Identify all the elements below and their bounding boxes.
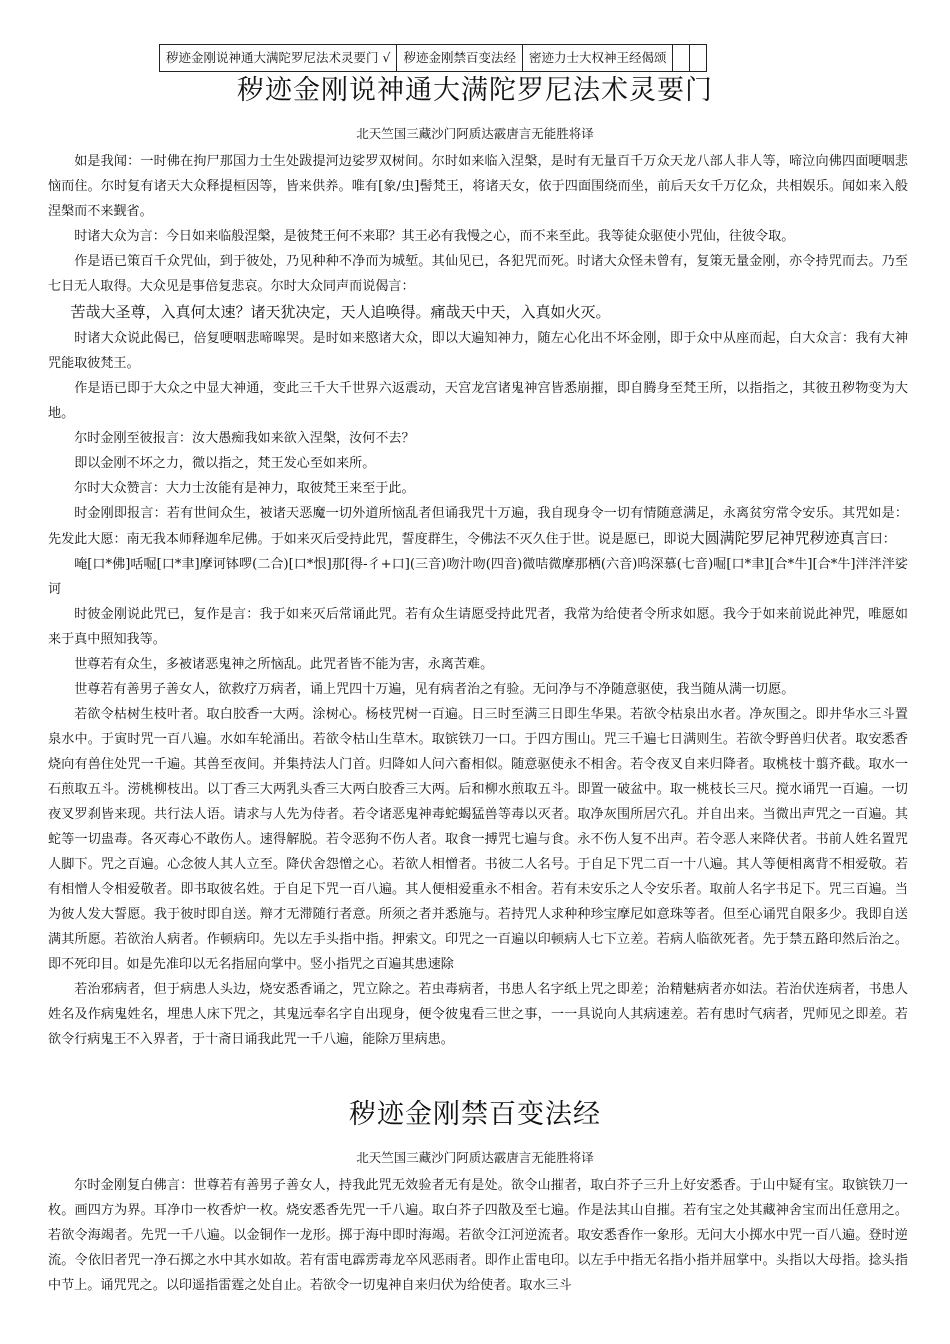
paragraph: 时诸大众说此偈已，倍复哽咽悲啼嗥哭。是时如来愍诸大众，即以大遍知神力，随左心化出不坏金刚，即于众中从座而起，白大众言：我有大神咒能取彼梵王。 <box>48 331 908 371</box>
paragraph: 世尊若有众生，多被诸恶鬼神之所恼乱。此咒者皆不能为害，永离苦难。 <box>74 657 494 672</box>
section2-title: 秽迹金刚禁百变法经 <box>349 1099 601 1130</box>
paragraph: 尔时金刚复白佛言：世尊若有善男子善女人，持我此咒无效验者无有是处。欲令山摧者，取白芥子三升上好安悉香。于山中疑有宝。取镔铁刀一枚。画四方为界。耳净巾一枚香炉一枚。烧安悉香先咒一千八遍。取白芥子四散及至七遍。作是法其山自摧。若有宝之处其藏神舍宝而出任意用之。若欲令海竭者。先咒一千八遍。以金铜作一龙形。掷于海中即时海竭。若欲令江河逆流者。取安悉香作一象形。无问大小掷水中咒一百八遍。登时逆流。令依旧者咒一净石掷之水中其水如故。若有雷电霹雳毒龙卒风恶雨者。即作止雷电印。以左手中指无名指小指并屈掌中。头指以大母指。捻头指中节上。诵咒咒之。以印遥指雷霆之处自止。若欲令一切鬼神自来归伏为给使者。取水三斗 <box>48 1178 908 1293</box>
paragraph: 时彼金刚说此咒已，复作是言：我于如来灭后常诵此咒。若有众生请愿受持此咒者，我常为给使者令所求如愿。我今于如来前说此神咒，唯愿如来于真中照知我等。 <box>48 607 908 647</box>
paragraph: 尔时金刚至彼报言：汝大愚痴我如来欲入涅槃，汝何不去？ <box>74 431 415 446</box>
nav-tab-jin-bai-bian[interactable]: 秽迹金刚禁百变法经 <box>397 45 523 71</box>
section1-body <box>48 149 908 1052</box>
paragraph: 世尊若有善男子善女人，欲救疗万病者，诵上咒四十万遍，见有病者治之有验。无问净与不净随意驱使，我当随从满一切愿。 <box>74 682 795 697</box>
mantra-text: 唵[口*佛]咶啒[口*聿]摩诃钵啰(二合)[口*恨]那[得-彳+口](三音)吻汁吻(四音)微咭微摩那栖(六音)呜深慕(七音)啒[口*聿][合*牛][合*牛]泮泮泮娑诃 <box>48 557 908 597</box>
paragraph: 即以金刚不坏之力，微以指之，梵王发心至如来所。 <box>74 456 376 471</box>
verse: 苦哉大圣尊，入真何太速？诸天犹决定，天人追唤得。痛哉天中天，入真如火灭。 <box>70 303 611 321</box>
section1-translator: 北天竺国三藏沙门阿质达霰唐言无能胜将译 <box>356 126 594 141</box>
text-run: 时金刚即报言：若有世间众生，被诸天恶魔一切外道所恼乱者但诵我咒十万遍，我自现身令一切有情随意满足，永离贫穷常令安乐。其咒如是：先发此大愿：南无我本师释迦牟尼佛。于如来灭后受持此咒，誓度群生，令佛法不灭久住于世。说是愿已，即说 <box>48 506 908 547</box>
paragraph: 时诸大众为言：今日如来临般涅槃，是彼梵王何不来耶？其王必有我慢之心，而不来至此。我等徒众驱使小咒仙，往彼令取。 <box>74 229 795 244</box>
paragraph: 如是我闻：一时佛在拘尸那国力士生处跋提河边娑罗双树间。尔时如来临入涅槃，是时有无量百千万众天龙八部人非人等，啼泣向佛四面哽咽悲恼而住。尔时复有诸天大众释提桓因等，皆来供养。唯有[象/虫]髻梵王，将诸天女，依于四面围绕而坐，前后天女千万亿众，共相娱乐。闻如来入般涅槃而不来觐省。 <box>48 154 908 219</box>
nav-tab-current[interactable]: 秽迹金刚说神通大满陀罗尼法术灵要门 √ <box>160 45 397 71</box>
paragraph: 作是语已即于大众之中显大神通，变此三千大千世界六返震动，天宫龙宫诸鬼神宫皆悉崩摧，即自腾身至梵王所，以指指之，其彼丑秽物变为大地。 <box>48 381 908 421</box>
nav-tab-mi-ji-li-shi[interactable]: 密迹力士大权神王经偈颂 <box>523 45 674 71</box>
section1-title: 秽迹金刚说神通大满陀罗尼法术灵要门 <box>237 75 713 106</box>
section2-body <box>48 1173 908 1298</box>
paragraph: 尔时大众赞言：大力士汝能有是神力，取彼梵王来至于此。 <box>74 481 415 496</box>
section2-translator: 北天竺国三藏沙门阿质达霰唐言无能胜将译 <box>356 1150 594 1165</box>
mantra-name: 大圆满陀罗尼神咒秽迹真言 <box>689 529 870 547</box>
paragraph: 若欲令枯树生枝叶者。取白胶香一大两。涂树心。杨枝咒树一百遍。日三时至满三日即生华果。若欲令枯泉出水者。净灰围之。即井华水三斗置泉水中。于寅时咒一百八遍。水如车轮涌出。若欲令枯山生草木。取镔铁刀一口。于四方围山。咒三千遍七日满则生。若欲令野兽归伏者。取安悉香烧向有兽住处咒一千遍。其兽至夜间。并集持法人门首。归降如人问六畜相似。随意驱使永不相舍。若令夜叉自来归降者。取桃枝十翦齐截。取水一石煎取五斗。涝桃柳枝出。以丁香三大两乳头香三大两白胶香三大两。后和柳水煎取五斗。即置一破盆中。取一桃枝长三尺。搅水诵咒一百遍。一切夜叉罗刹皆来现。共行法人语。请求与人先为侍者。若令诸恶鬼神毒蛇蝎猛兽等毒以灭者。取净灰围所居穴孔。并自出来。当微出声咒之一百遍。其蛇等一切蛊毒。各灭毒心不敢伤人。速得解脱。若令恶狗不伤人者。取食一搏咒七遍与食。永不伤人复不出声。若令恶人来降伏者。书前人姓名置咒人脚下。咒之百遍。心念彼人其人立至。降伏舍怨憎之心。若欲人相憎者。书彼二人名号。于自足下咒二百一十八遍。其人等便相离背不相爱敬。若有相憎人令相爱敬者。即书取彼名姓。于自足下咒一百八遍。其人便相爱重永不相舍。若有未安乐之人令安乐者。取前人名字书足下。咒三百遍。当为彼人发大誓愿。我于彼时即自送。辩才无滞随行者意。所须之者并悉施与。若持咒人求种种珍宝摩尼如意珠等者。但至心诵咒自限多少。我即自送满其所愿。若欲治人病者。作顿病印。先以左手头指中指。押索文。印咒之一百遍以印顿病人七下立差。若病人临欲死者。先于禁五路印然后治之。即不死印目。如是先准印以无名指屈向掌中。竖小指咒之百遍其患速除 <box>48 707 908 972</box>
paragraph <box>48 501 908 552</box>
paragraph: 作是语已策百千众咒仙，到于彼处，乃见种种不净而为城堑。其仙见已，各犯咒而死。时诸大众怪未曾有，复策无量金刚，亦令持咒而去。乃至七日无人取得。大众见是事倍复悲哀。尔时大众同声而说偈言： <box>48 254 908 294</box>
text-run: 曰： <box>869 532 896 547</box>
paragraph: 若治邪病者，但于病患人头边，烧安悉香诵之，咒立除之。若虫毒病者，书患人名字纸上咒之即差；治精魅病者亦如法。若治伏连病者，书患人姓名及作病鬼姓名，埋患人床下咒之，其鬼远奉名字自出现身，便令彼鬼看三世之事，一一具说向人其病速差。若有患时气病者，咒师见之即差。若欲令行病鬼王不入界者，于十斋日诵我此咒一千八遍，能除万里病患。 <box>48 982 908 1047</box>
